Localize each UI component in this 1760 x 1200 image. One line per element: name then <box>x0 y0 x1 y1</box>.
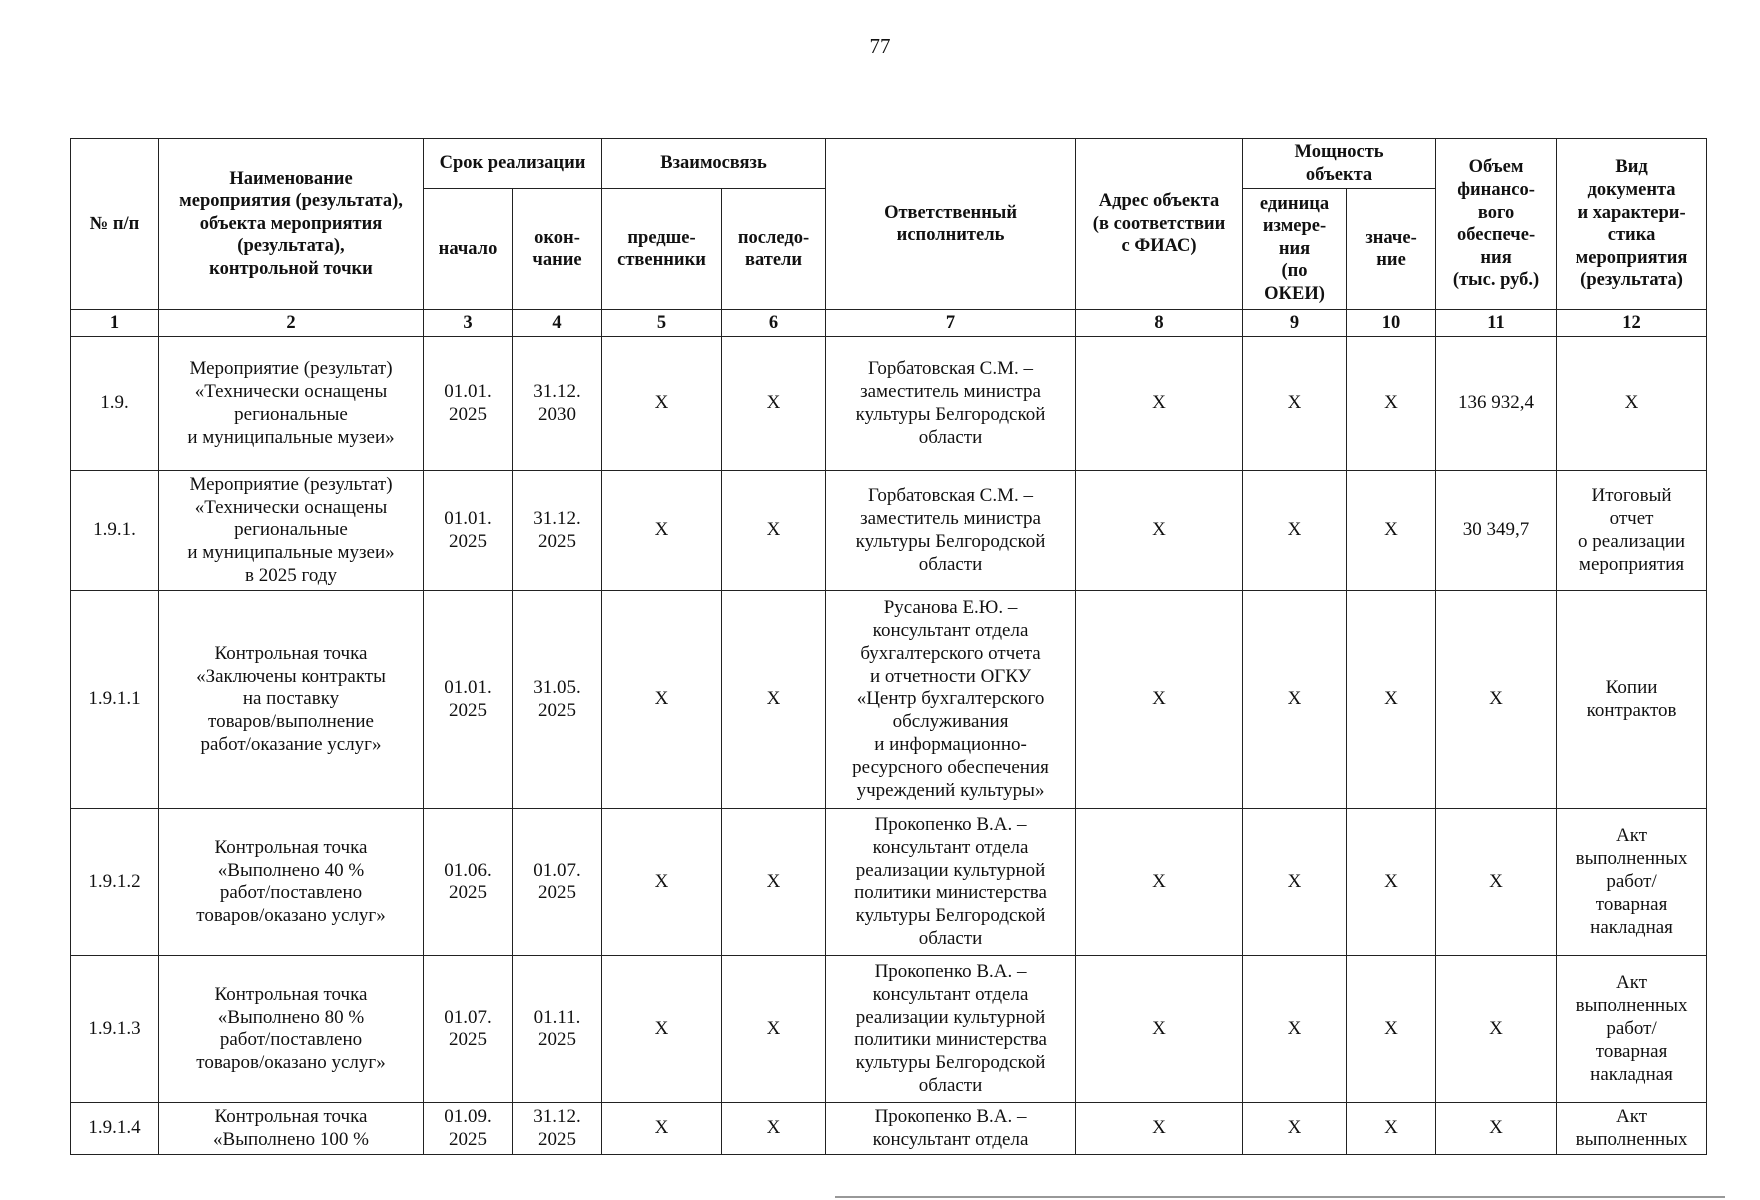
column-number: 1 <box>71 310 159 337</box>
text-line: Объем <box>1468 157 1524 178</box>
text-line: товарная <box>1595 893 1668 915</box>
text-line: значе- <box>1365 227 1417 248</box>
text-line: предше- <box>627 227 696 248</box>
text-line: консультант отдела <box>872 620 1029 642</box>
row-name <box>159 337 424 471</box>
row-document <box>1557 956 1707 1103</box>
row-value: X <box>1347 337 1436 471</box>
column-number: 12 <box>1557 310 1707 337</box>
text-line: 2025 <box>449 1128 487 1150</box>
column-number: 8 <box>1076 310 1243 337</box>
row-successors: X <box>722 809 826 956</box>
text-line: региональные <box>234 519 348 541</box>
text-line: контрольной точки <box>209 258 373 279</box>
table-row <box>71 956 1707 1103</box>
text-line: вого <box>1477 202 1515 223</box>
header-capacity-group <box>1243 139 1436 189</box>
text-line: мероприятия (результата), <box>179 191 403 212</box>
text-line: единица <box>1259 193 1330 214</box>
row-unit: X <box>1243 1103 1347 1155</box>
text-line: «Заключены контракты <box>196 665 386 687</box>
row-responsible <box>826 471 1076 591</box>
row-end-date <box>513 809 602 956</box>
text-line: ватели <box>744 250 803 271</box>
row-address: X <box>1076 809 1243 956</box>
row-index: 1.9.1.4 <box>71 1103 159 1155</box>
row-address: X <box>1076 591 1243 809</box>
text-line: ния <box>1480 247 1512 268</box>
text-line: Мероприятие (результат) <box>189 473 393 495</box>
row-value: X <box>1347 809 1436 956</box>
text-line: 2025 <box>538 1029 576 1051</box>
text-line: 01.07. <box>533 859 581 881</box>
row-index: 1.9.1.2 <box>71 809 159 956</box>
text-line: мероприятия <box>1578 553 1685 575</box>
row-start-date <box>424 591 513 809</box>
row-funding: X <box>1436 809 1557 956</box>
text-line: Контрольная точка <box>214 642 368 664</box>
text-line: 01.09. <box>444 1106 492 1128</box>
text-line: документа <box>1587 179 1676 200</box>
text-line: 01.11. <box>533 1006 581 1028</box>
text-line: на поставку <box>242 688 340 710</box>
row-address: X <box>1076 956 1243 1103</box>
row-end-date <box>513 591 602 809</box>
row-index: 1.9.1.3 <box>71 956 159 1103</box>
text-line: 2025 <box>449 699 487 721</box>
text-line: культуры Белгородской <box>855 1052 1046 1074</box>
text-line: и муниципальные музеи» <box>187 542 395 564</box>
row-index: 1.9. <box>71 337 159 471</box>
column-number: 9 <box>1243 310 1347 337</box>
text-line: 31.05. <box>533 677 581 699</box>
header-link-group: Взаимосвязь <box>602 139 826 189</box>
text-line: работ/поставлено <box>219 882 363 904</box>
row-start-date <box>424 1103 513 1155</box>
text-line: реализации культурной <box>855 859 1046 881</box>
text-line: Ответственный <box>884 202 1017 223</box>
text-line: 01.01. <box>444 381 492 403</box>
row-document <box>1557 809 1707 956</box>
row-responsible <box>826 956 1076 1103</box>
row-document <box>1557 471 1707 591</box>
header-col-1: № п/п <box>71 139 159 310</box>
row-predecessors: X <box>602 809 722 956</box>
header-col-9 <box>1243 189 1347 310</box>
column-number: 5 <box>602 310 722 337</box>
text-line: и муниципальные музеи» <box>187 426 395 448</box>
text-line: Вид <box>1615 157 1648 178</box>
text-line: Русанова Е.Ю. – <box>883 597 1018 619</box>
header-col-11 <box>1436 139 1557 310</box>
text-line: обеспече- <box>1456 225 1536 246</box>
text-line: 2025 <box>449 882 487 904</box>
row-value: X <box>1347 1103 1436 1155</box>
text-line: бухгалтерского отчета <box>860 642 1041 664</box>
text-line: области <box>918 927 983 949</box>
column-number: 7 <box>826 310 1076 337</box>
text-line: Контрольная точка <box>214 983 368 1005</box>
text-line: выполненных <box>1575 1128 1688 1150</box>
text-line: области <box>918 553 983 575</box>
row-start-date <box>424 956 513 1103</box>
text-line: накладная <box>1590 1063 1673 1085</box>
text-line: товаров/выполнение <box>208 711 374 733</box>
text-line: Горбатовская С.М. – <box>868 485 1033 507</box>
text-line: заместитель министра <box>860 381 1041 403</box>
text-line: области <box>918 1074 983 1096</box>
text-line: объекта <box>1305 164 1373 185</box>
text-line: Прокопенко В.А. – <box>874 960 1027 982</box>
row-address: X <box>1076 471 1243 591</box>
table-row <box>71 337 1707 471</box>
text-line: заместитель министра <box>860 508 1041 530</box>
row-name <box>159 956 424 1103</box>
text-line: выполненных <box>1575 995 1688 1017</box>
text-line: (результата) <box>1580 270 1683 291</box>
header-col-2 <box>159 139 424 310</box>
text-line: отчет <box>1609 508 1654 530</box>
row-successors: X <box>722 471 826 591</box>
text-line: региональные <box>234 403 348 425</box>
text-line: Контрольная точка <box>214 836 368 858</box>
row-start-date <box>424 809 513 956</box>
column-number: 6 <box>722 310 826 337</box>
text-line: «Технически оснащены <box>194 381 388 403</box>
row-responsible <box>826 591 1076 809</box>
text-line: о реализации <box>1577 530 1686 552</box>
text-line: и характери- <box>1577 202 1686 223</box>
table-row <box>71 471 1707 591</box>
text-line: Мероприятие (результат) <box>189 358 393 380</box>
text-line: (по <box>1281 261 1308 282</box>
text-line: 01.01. <box>444 508 492 530</box>
row-name <box>159 591 424 809</box>
row-successors: X <box>722 591 826 809</box>
row-document <box>1557 1103 1707 1155</box>
text-line: товарная <box>1595 1040 1668 1062</box>
text-line: консультант отдела <box>872 836 1029 858</box>
row-unit: X <box>1243 956 1347 1103</box>
row-end-date <box>513 956 602 1103</box>
text-line: исполнитель <box>896 225 1005 246</box>
header-col-10 <box>1347 189 1436 310</box>
text-line: 2025 <box>538 699 576 721</box>
row-start-date <box>424 471 513 591</box>
text-line: 01.06. <box>444 859 492 881</box>
text-line: (в соответствии <box>1092 213 1226 234</box>
row-name <box>159 1103 424 1155</box>
text-line: 31.12. <box>533 508 581 530</box>
row-document <box>1557 591 1707 809</box>
text-line: учреждений культуры» <box>856 779 1045 801</box>
text-line: Контрольная точка <box>214 1106 368 1128</box>
text-line: Копии <box>1605 677 1658 699</box>
row-unit: X <box>1243 809 1347 956</box>
row-predecessors: X <box>602 471 722 591</box>
text-line: политики министерства <box>854 882 1047 904</box>
text-line: с ФИАС) <box>1121 236 1197 257</box>
text-line: консультант отдела <box>872 1128 1029 1150</box>
text-line: работ/ <box>1606 1017 1657 1039</box>
text-line: ственники <box>617 250 706 271</box>
text-line: Наименование <box>229 168 353 189</box>
header-col-6 <box>722 189 826 310</box>
row-funding: 136 932,4 <box>1436 337 1557 471</box>
row-end-date <box>513 337 602 471</box>
text-line: работ/оказание услуг» <box>200 734 382 755</box>
row-start-date <box>424 337 513 471</box>
text-line: «Выполнено 100 % <box>213 1128 369 1150</box>
row-document <box>1557 337 1707 471</box>
text-line: 2025 <box>538 1128 576 1150</box>
text-line: культуры Белгородской <box>855 530 1046 552</box>
row-predecessors: X <box>602 956 722 1103</box>
table-body <box>71 337 1707 1155</box>
header-col-3: начало <box>424 189 513 310</box>
text-line: контрактов <box>1586 699 1677 721</box>
column-number: 4 <box>513 310 602 337</box>
page-number: 77 <box>869 34 891 58</box>
text-line: реализации культурной <box>855 1006 1046 1028</box>
table-row <box>71 591 1707 809</box>
text-line: консультант отдела <box>872 983 1029 1005</box>
header-term-group: Срок реализации <box>424 139 602 189</box>
row-index: 1.9.1.1 <box>71 591 159 809</box>
row-name <box>159 471 424 591</box>
text-line: выполненных <box>1575 848 1688 870</box>
row-name <box>159 809 424 956</box>
text-line: политики министерства <box>854 1029 1047 1051</box>
text-line: Прокопенко В.А. – <box>874 813 1027 835</box>
text-line: Прокопенко В.А. – <box>874 1106 1027 1128</box>
row-successors: X <box>722 956 826 1103</box>
text-line: финансо- <box>1457 179 1535 200</box>
text-line: 01.07. <box>444 1006 492 1028</box>
text-line: Акт <box>1616 972 1648 994</box>
text-line: культуры Белгородской <box>855 905 1046 927</box>
text-line: ние <box>1376 250 1406 271</box>
text-line: последо- <box>737 227 810 248</box>
text-line: стика <box>1607 225 1656 246</box>
text-line: товаров/оказано услуг» <box>196 1052 386 1074</box>
text-line: 2025 <box>449 403 487 425</box>
row-responsible <box>826 337 1076 471</box>
text-line: 01.01. <box>444 677 492 699</box>
table-header <box>71 139 1707 337</box>
text-line: «Технически оснащены <box>194 496 388 518</box>
column-number: 11 <box>1436 310 1557 337</box>
text-line: работ/ <box>1606 870 1657 892</box>
text-line: ния <box>1278 238 1311 259</box>
column-number: 2 <box>159 310 424 337</box>
text-line: 2025 <box>449 1029 487 1051</box>
row-value: X <box>1347 956 1436 1103</box>
text-line: 31.12. <box>533 381 581 403</box>
row-end-date <box>513 471 602 591</box>
text-line: 2025 <box>449 530 487 552</box>
row-address: X <box>1076 337 1243 471</box>
text-line: X <box>1624 392 1639 414</box>
row-funding: X <box>1436 591 1557 809</box>
text-line: 31.12. <box>533 1106 581 1128</box>
text-line: «Выполнено 40 % <box>217 859 365 881</box>
text-line: Итоговый <box>1591 485 1672 507</box>
row-address: X <box>1076 1103 1243 1155</box>
text-line: Адрес объекта <box>1098 191 1220 212</box>
header-col-12 <box>1557 139 1707 310</box>
row-responsible <box>826 809 1076 956</box>
text-line: ресурсного обеспечения <box>852 756 1049 778</box>
text-line: (тыс. руб.) <box>1452 270 1540 291</box>
plan-table <box>70 138 1707 1155</box>
text-line: «Центр бухгалтерского <box>856 688 1045 710</box>
text-line: в 2025 году <box>245 565 337 586</box>
text-line: Акт <box>1616 825 1648 847</box>
table-row <box>71 809 1707 956</box>
header-col-4 <box>513 189 602 310</box>
row-successors: X <box>722 337 826 471</box>
text-line: Мощность <box>1294 142 1384 162</box>
scan-artifact-line <box>835 1196 1725 1198</box>
row-predecessors: X <box>602 337 722 471</box>
column-numbers-row <box>71 310 1707 337</box>
row-predecessors: X <box>602 591 722 809</box>
text-line: «Выполнено 80 % <box>217 1006 365 1028</box>
text-line: обслуживания <box>892 711 1009 733</box>
row-responsible <box>826 1103 1076 1155</box>
row-unit: X <box>1243 337 1347 471</box>
header-col-8 <box>1076 139 1243 310</box>
text-line: Акт <box>1616 1106 1648 1128</box>
row-successors: X <box>722 1103 826 1155</box>
row-end-date <box>513 1103 602 1155</box>
header-col-7 <box>826 139 1076 310</box>
column-number: 3 <box>424 310 513 337</box>
text-line: (результата), <box>237 236 345 257</box>
text-line: чание <box>532 250 582 271</box>
text-line: 2025 <box>538 530 576 552</box>
text-line: и отчетности ОГКУ <box>870 665 1032 687</box>
row-predecessors: X <box>602 1103 722 1155</box>
row-value: X <box>1347 471 1436 591</box>
text-line: культуры Белгородской <box>855 403 1046 425</box>
text-line: области <box>918 426 983 448</box>
row-value: X <box>1347 591 1436 809</box>
header-col-5 <box>602 189 722 310</box>
text-line: и информационно- <box>874 734 1027 755</box>
row-funding: X <box>1436 956 1557 1103</box>
row-funding: X <box>1436 1103 1557 1155</box>
text-line: ОКЕИ) <box>1264 283 1325 304</box>
row-unit: X <box>1243 471 1347 591</box>
text-line: работ/поставлено <box>219 1029 363 1051</box>
row-index: 1.9.1. <box>71 471 159 591</box>
text-line: 2025 <box>538 882 576 904</box>
text-line: окон- <box>534 227 580 248</box>
text-line: товаров/оказано услуг» <box>196 905 386 927</box>
text-line: измере- <box>1262 216 1327 237</box>
row-funding: 30 349,7 <box>1436 471 1557 591</box>
text-line: объекта мероприятия <box>199 213 383 234</box>
text-line: накладная <box>1590 916 1673 938</box>
table-row <box>71 1103 1707 1155</box>
text-line: мероприятия <box>1575 247 1688 268</box>
text-line: 2030 <box>538 403 576 425</box>
row-unit: X <box>1243 591 1347 809</box>
column-number: 10 <box>1347 310 1436 337</box>
text-line: Горбатовская С.М. – <box>868 358 1033 380</box>
